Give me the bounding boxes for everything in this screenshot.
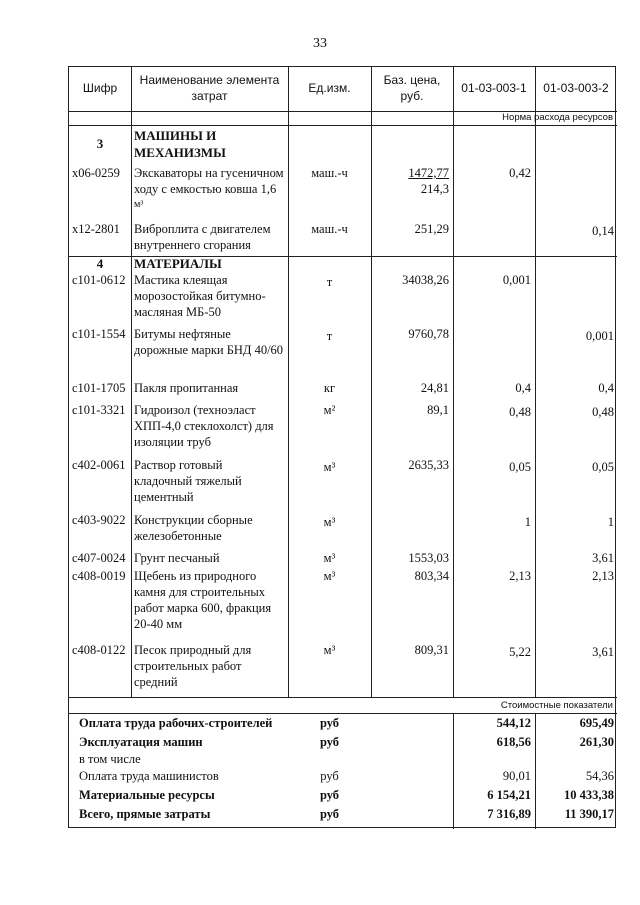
resource-norms-table	[68, 66, 616, 828]
total-unit: руб	[319, 788, 340, 802]
row-name: кладочный тяжелый	[134, 474, 242, 488]
row-name: средний	[134, 675, 178, 689]
section-title: МАТЕРИАЛЫ	[134, 256, 222, 271]
total-name: Оплата труда машинистов	[79, 769, 219, 783]
row-value-col1: 0,001	[502, 273, 531, 287]
row-name: работ марка 600, фракция	[134, 601, 272, 615]
header-unit: Ед.изм.	[308, 81, 351, 95]
row-value-col2: 0,05	[592, 460, 614, 474]
row-value-col2: 3,61	[592, 551, 614, 565]
row-value-col2: 0,48	[592, 405, 614, 419]
row-code: с101-0612	[72, 273, 126, 287]
row-price: 24,81	[420, 381, 449, 395]
row-value-col2: 0,001	[585, 329, 614, 343]
header-price-line1: Баз. цена,	[383, 73, 441, 87]
row-name: Пакля пропитанная	[134, 381, 239, 395]
total-unit: руб	[319, 807, 340, 821]
total-name: Оплата труда рабочих-строителей	[79, 716, 273, 730]
row-price: 251,29	[414, 222, 449, 236]
row-name: Гидроизол (техноэласт	[134, 403, 256, 417]
row-price-secondary: 214,3	[420, 182, 449, 196]
total-name: Материальные ресурсы	[79, 788, 215, 802]
total-value-col2: 11 390,17	[564, 807, 614, 821]
total-value-col2: 10 433,38	[564, 788, 614, 802]
row-name: Битумы нефтяные	[134, 327, 231, 341]
row-name: цементный	[134, 490, 194, 504]
row-value-col2: 0,14	[592, 224, 614, 238]
row-value-col2: 0,4	[598, 381, 614, 395]
row-unit: т	[326, 275, 333, 289]
row-code: с101-3321	[72, 403, 126, 417]
total-name: Эксплуатация машин	[79, 735, 203, 749]
row-code: х12-2801	[72, 222, 120, 236]
total-value-col1: 544,12	[496, 716, 531, 730]
row-name: м³	[134, 199, 144, 210]
row-unit: маш.-ч	[311, 166, 348, 180]
section-title: МЕХАНИЗМЫ	[134, 145, 226, 160]
row-value-col1: 0,48	[509, 405, 531, 419]
row-name: дорожные марки БНД 40/60	[134, 343, 284, 357]
row-name: ходу с емкостью ковша 1,6	[134, 182, 277, 196]
row-value-col1: 1	[524, 515, 531, 529]
row-value-col1: 2,13	[509, 569, 531, 583]
row-price: 89,1	[427, 403, 449, 417]
row-name: Конструкции сборные	[134, 513, 253, 527]
row-code: с101-1705	[72, 381, 126, 395]
row-code: х06-0259	[72, 166, 120, 180]
row-divider	[69, 697, 617, 698]
row-code: с407-0024	[72, 551, 126, 565]
row-code: с403-9022	[72, 513, 126, 527]
row-unit: маш.-ч	[311, 222, 348, 236]
row-price: 2635,33	[408, 458, 449, 472]
page-number: 33	[313, 36, 327, 51]
row-price: 1472,77	[408, 166, 449, 180]
header-price-line2: руб.	[400, 89, 424, 103]
row-unit: м³	[323, 551, 336, 565]
row-name: Экскаваторы на гусеничном	[134, 166, 284, 180]
total-subheading: в том числе	[79, 752, 141, 766]
row-name: внутреннего сгорания	[134, 238, 251, 252]
total-name: Всего, прямые затраты	[79, 807, 211, 821]
header-col1: 01-03-003-1	[461, 81, 527, 95]
row-unit: м³	[323, 643, 336, 657]
total-unit: руб	[319, 735, 340, 749]
row-name: Грунт песчаный	[134, 551, 220, 565]
row-price: 803,34	[414, 569, 449, 583]
section-title: МАШИНЫ И	[134, 128, 217, 143]
row-price: 9760,78	[408, 327, 449, 341]
total-value-col2: 54,36	[585, 769, 614, 783]
row-name: морозостойкая битумно-	[134, 289, 266, 303]
row-name: Раствор готовый	[134, 458, 223, 472]
total-value-col2: 695,49	[579, 716, 614, 730]
row-value-col2: 2,13	[592, 569, 614, 583]
row-code: с101-1554	[72, 327, 126, 341]
header-col2: 01-03-003-2	[543, 81, 609, 95]
row-name: изоляции труб	[134, 435, 211, 449]
total-value-col1: 6 154,21	[487, 788, 531, 802]
norm-label: Норма расхода ресурсов	[502, 112, 613, 123]
row-value-col1: 0,05	[509, 460, 531, 474]
row-name: железобетонные	[134, 529, 222, 543]
row-unit: м³	[323, 460, 336, 474]
row-unit: кг	[323, 381, 336, 395]
row-name: Песок природный для	[134, 643, 252, 657]
header-name-line2: затрат	[191, 89, 228, 103]
total-unit: руб	[320, 769, 339, 783]
total-value-col1: 7 316,89	[487, 807, 531, 821]
row-unit: м²	[323, 403, 336, 417]
row-name: Щебень из природного	[134, 569, 257, 583]
row-name: камня для строительных	[134, 585, 266, 599]
total-value-col1: 90,01	[502, 769, 531, 783]
row-name: ХПП-4,0 стеклохолст) для	[134, 419, 274, 433]
row-name: строительных работ	[134, 659, 242, 673]
row-unit: м³	[323, 569, 336, 583]
row-value-col2: 1	[607, 515, 614, 529]
row-code: с408-0019	[72, 569, 126, 583]
row-code: с408-0122	[72, 643, 126, 657]
row-unit: м³	[323, 515, 336, 529]
row-unit: т	[326, 329, 333, 343]
row-value-col1: 0,42	[509, 166, 531, 180]
row-name: Мастика клеящая	[134, 273, 228, 287]
row-name: масляная МБ-50	[134, 305, 221, 319]
section-number: 4	[96, 256, 104, 271]
total-unit: руб	[319, 716, 340, 730]
row-divider	[69, 713, 617, 714]
cost-label: Стоимостные показатели	[500, 700, 613, 711]
row-value-col1: 0,4	[515, 381, 531, 395]
header-name-line1: Наименование элемента	[139, 73, 280, 87]
row-price: 809,31	[414, 643, 449, 657]
row-value-col2: 3,61	[592, 645, 614, 659]
row-divider	[69, 125, 617, 126]
row-price: 1553,03	[408, 551, 449, 565]
header-code: Шифр	[82, 81, 118, 95]
row-name: Виброплита с двигателем	[134, 222, 271, 236]
section-number: 3	[96, 136, 104, 151]
row-code: с402-0061	[72, 458, 126, 472]
col-divider	[131, 67, 132, 697]
total-value-col2: 261,30	[579, 735, 614, 749]
total-value-col1: 618,56	[496, 735, 531, 749]
row-value-col1: 5,22	[509, 645, 531, 659]
row-name: 20-40 мм	[134, 617, 183, 631]
row-price: 34038,26	[402, 273, 449, 287]
